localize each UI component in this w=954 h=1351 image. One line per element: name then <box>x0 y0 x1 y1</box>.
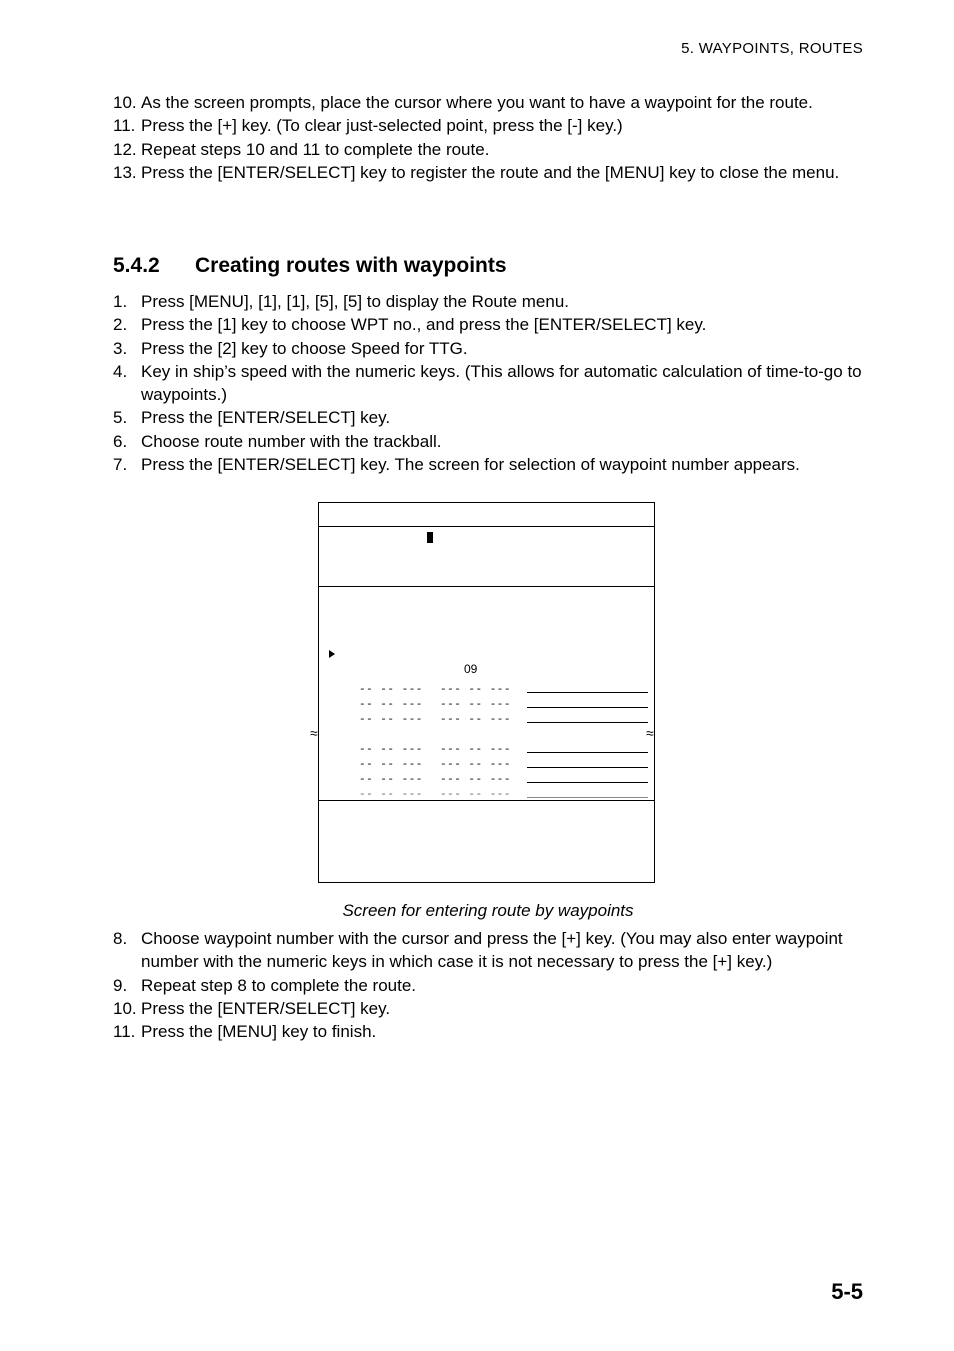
waypoint-name-line <box>527 782 648 783</box>
figure-caption: Screen for entering route by waypoints <box>342 901 634 920</box>
break-symbol-right: ≈ <box>646 725 654 741</box>
step-number: 11. <box>113 116 136 136</box>
after-step-list <box>113 927 863 1043</box>
list-item <box>113 360 863 407</box>
waypoint-right-field: --- -- --- <box>440 789 512 801</box>
section-title: Creating routes with waypoints <box>195 254 507 277</box>
route-number: 09 <box>464 662 478 676</box>
step-number: 8. <box>113 929 128 948</box>
waypoint-name-line <box>527 707 648 708</box>
step-number: 3. <box>113 338 128 358</box>
waypoint-right-field: --- -- --- <box>440 699 512 711</box>
running-header: 5. WAYPOINTS, ROUTES <box>681 40 863 57</box>
list-item <box>113 1020 863 1043</box>
waypoint-left-field: -- -- --- <box>359 714 423 726</box>
step-number: 7. <box>113 455 128 475</box>
step-text: As the screen prompts, place the cursor where you want to have a waypoint for the route. <box>141 93 813 112</box>
step-text: Press the [1] key to choose WPT no., and press the [ENTER/SELECT] key. <box>141 315 707 335</box>
list-item <box>113 290 863 313</box>
list-item <box>113 138 863 161</box>
waypoint-row <box>319 684 654 698</box>
waypoint-row <box>319 714 654 728</box>
step-text: Press the [ENTER/SELECT] key. <box>141 408 391 428</box>
waypoint-row <box>319 699 654 713</box>
step-text: Press [MENU], [1], [1], [5], [5] to display the Route menu. <box>141 292 570 311</box>
step-number: 6. <box>113 431 128 451</box>
waypoint-right-field: --- -- --- <box>440 684 512 696</box>
list-item <box>113 337 863 360</box>
break-symbol-left: ≈ <box>310 725 318 741</box>
waypoint-name-line <box>527 797 648 798</box>
list-item <box>113 313 863 336</box>
waypoint-name-line <box>527 752 648 753</box>
waypoint-row <box>319 744 654 758</box>
waypoint-row <box>319 759 654 773</box>
step-text: Repeat steps 10 and 11 to complete the route. <box>141 139 490 159</box>
step-number: 4. <box>113 361 128 381</box>
step-number: 12. <box>113 139 137 159</box>
page-number: 5-5 <box>831 1279 863 1304</box>
waypoint-name-line <box>527 767 648 768</box>
step-text: Key in ship’s speed with the numeric keys. (This allows for automatic calculation of time-to-go to waypoints.) <box>141 361 862 405</box>
step-text: Press the [+] key. (To clear just-selected point, press the [-] key.) <box>141 116 623 136</box>
waypoint-row <box>319 774 654 788</box>
waypoint-left-field: -- -- --- <box>359 774 423 786</box>
step-text: Press the [ENTER/SELECT] key to register the route and the [MENU] key to close the menu. <box>141 162 840 182</box>
waypoint-right-field: --- -- --- <box>440 759 512 771</box>
step-text: Press the [ENTER/SELECT] key. <box>141 998 391 1018</box>
waypoint-left-field: -- -- --- <box>359 759 423 771</box>
step-number: 9. <box>113 975 128 995</box>
step-text: Choose waypoint number with the cursor and press the [+] key. (You may also enter waypoint number with the numeric keys in which case it is not necessary to press the [+] key.) <box>141 929 843 972</box>
waypoint-left-field: -- -- --- <box>359 684 423 696</box>
step-text: Choose route number with the trackball. <box>141 431 442 451</box>
step-number: 1. <box>113 292 128 311</box>
list-item <box>113 927 863 974</box>
waypoint-left-field: -- -- --- <box>359 744 423 756</box>
step-number: 5. <box>113 408 128 428</box>
section-heading <box>113 254 507 278</box>
text-cursor <box>427 532 433 543</box>
step-number: 10. <box>113 93 137 112</box>
waypoint-right-field: --- -- --- <box>440 774 512 786</box>
intro-step-list <box>113 91 863 184</box>
waypoint-right-field: --- -- --- <box>440 744 512 756</box>
waypoint-left-field: -- -- --- <box>359 699 423 711</box>
list-item <box>113 406 863 429</box>
list-item <box>113 430 863 453</box>
list-item <box>113 453 863 476</box>
waypoint-row <box>319 789 654 803</box>
step-text: Repeat step 8 to complete the route. <box>141 975 417 995</box>
section-number: 5.4.2 <box>113 254 160 277</box>
waypoint-right-field: --- -- --- <box>440 714 512 726</box>
selection-arrow-icon <box>329 650 335 658</box>
list-item <box>113 114 863 137</box>
waypoint-left-field: -- -- --- <box>359 789 423 801</box>
list-item <box>113 974 863 997</box>
waypoint-name-line <box>527 692 648 693</box>
list-item <box>113 161 863 184</box>
list-item <box>113 997 863 1020</box>
step-text: Press the [2] key to choose Speed for TTG. <box>141 338 468 358</box>
figure-divider <box>319 586 654 587</box>
step-number: 2. <box>113 315 128 335</box>
list-item <box>113 91 863 114</box>
route-screen-figure <box>310 502 655 883</box>
step-text: Press the [ENTER/SELECT] key. The screen for selection of waypoint number appears. <box>141 455 800 475</box>
step-list <box>113 290 863 476</box>
figure-divider <box>319 526 654 527</box>
step-number: 13. <box>113 162 137 182</box>
waypoint-name-line <box>527 722 648 723</box>
step-number: 11. <box>113 1022 136 1042</box>
step-text: Press the [MENU] key to finish. <box>141 1022 377 1042</box>
step-number: 10. <box>113 998 137 1018</box>
